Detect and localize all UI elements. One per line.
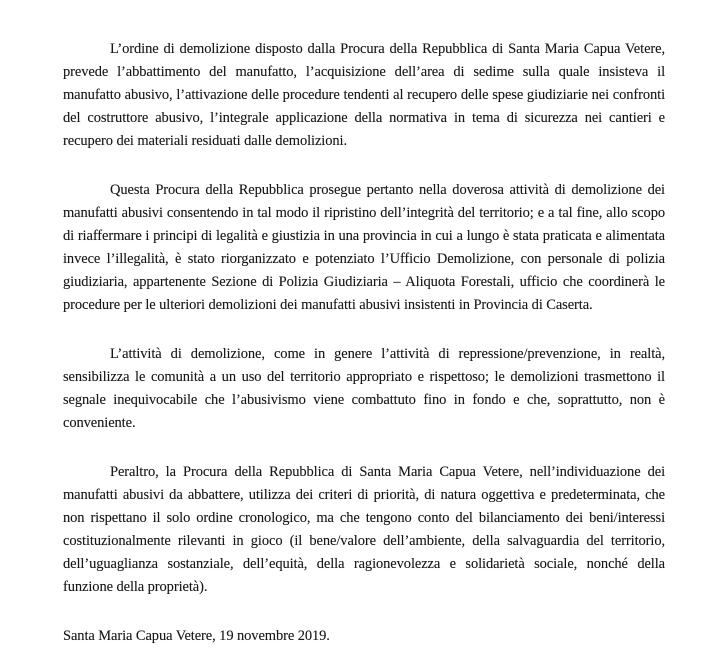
dateline: Santa Maria Capua Vetere, 19 novembre 2019. [63,628,330,644]
paragraph-demolition-effects: L’attività di demolizione, come in genere l’attività di repressione/prevenzione, in realtà, sensibilizza le comunità a un uso del territorio appropriato e rispettoso; le demolizioni trasmettono il segnale inequivocabile che l’abusivismo viene combattuto fino in fondo e che, soprattutto, non è conveniente. [63,346,665,431]
paragraph-demolition-order: L’ordine di demolizione disposto dalla Procura della Repubblica di Santa Maria Capua Vetere, prevede l’abbattimento del manufatto, l’acquisizione dell’area di sedime sulla quale insisteva il manufatto abusivo, l’attivazione delle procedure tendenti al recupero delle spese giudiziarie nei confronti del costruttore abusivo, l’integrale applicazione della normativa in tema di sicurezza nei cantieri e recupero dei materiali residuati dalle demolizioni. [63,41,665,149]
paragraph-priority-criteria: Peraltro, la Procura della Repubblica di Santa Maria Capua Vetere, nell’individuazione dei manufatti abusivi da abbattere, utilizza dei criteri di priorità, di natura oggettiva e predeterminata, che non rispettano il solo ordine cronologico, ma che tengono conto del bilanciamento dei beni/interessi costituzionalmente rilevanti in gioco (il bene/valore dell’ambiente, della salvaguardia del territorio, dell’uguaglianza sostanziale, dell’equità, della ragionevolezza e solidarietà sociale, nonché della funzione della proprietà). [63,464,665,595]
paragraph-procura-activity: Questa Procura della Repubblica prosegue pertanto nella doverosa attività di demolizione dei manufatti abusivi consentendo in tal modo il ripristino dell’integrità del territorio; e a tal fine, allo scopo di riaffermare i principi di legalità e giustizia in una provincia in cui a lungo è stata praticata e alimentata invece l’illegalità, è stato riorganizzato e potenziato l’Ufficio Demolizione, con personale di polizia giudiziaria, appartenente Sezione di Polizia Giudiziaria – Aliquota Forestali, ufficio che coordinerà le procedure per le ulteriori demolizioni dei manufatti abusivi insistenti in Provincia di Caserta. [63,182,665,313]
